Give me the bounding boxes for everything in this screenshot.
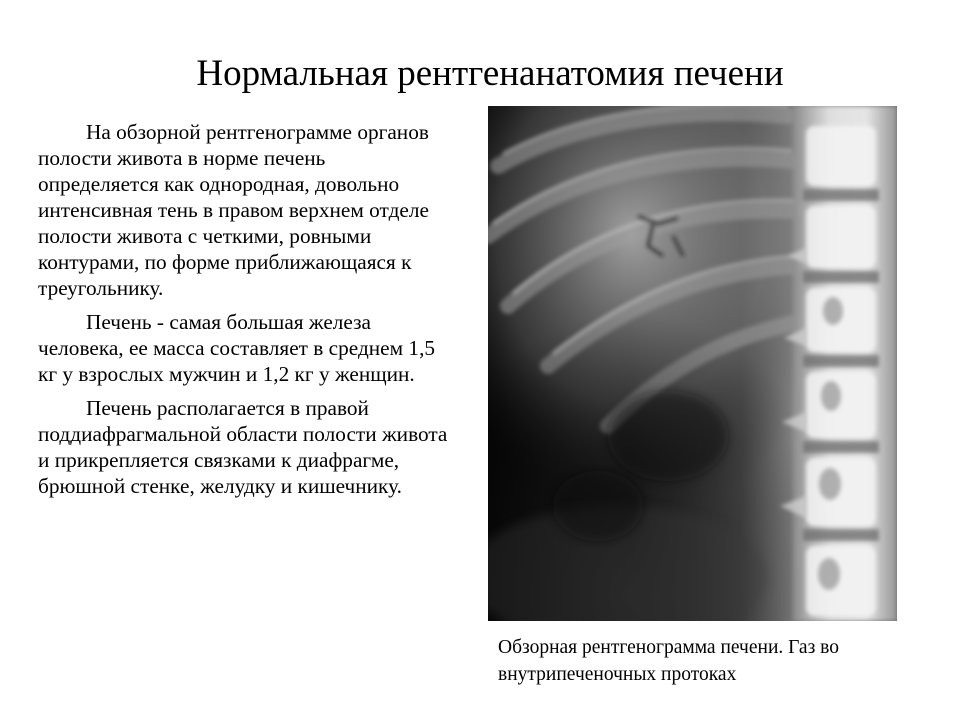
paragraph-liver-location: Печень располагается в правой поддиафрагмальной области полости живота и прикрепляется связками к диафрагме, брюшной стенке, желудку и кишечнику. [38, 396, 448, 498]
slide-title: Нормальная рентгенанатомия печени [196, 53, 784, 94]
image-caption: Обзорная рентгенограмма печени. Газ во внутрипеченочных протоках [498, 637, 839, 685]
body-text [38, 119, 448, 507]
paragraph-normal-appearance: На обзорной рентгенограмме органов полости живота в норме печень определяется как однородная, довольно интенсивная тень в правом верхнем отделе полости живота с четкими, ровными контурами, по форме приближающаяся к треугольнику. [38, 120, 429, 300]
liver-xray-image [488, 106, 897, 621]
paragraph-liver-mass: Печень - самая большая железа человека, ее масса составляет в среднем 1,5 кг у взрослых мужчин и 1,2 кг у женщин. [38, 310, 436, 386]
